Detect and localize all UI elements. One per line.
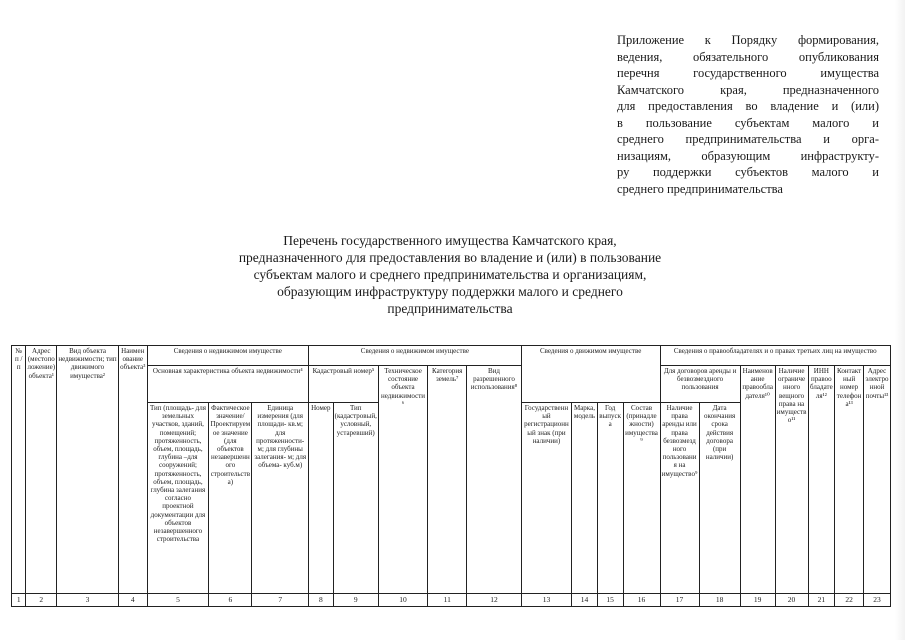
group-header-realty-char: Основная характеристика объекта недвижимости⁴ <box>147 366 308 403</box>
col-header-permitted-use: Вид разрешенного использования⁸ <box>467 366 522 594</box>
scan-edge-shadow <box>895 0 905 640</box>
column-number: 14 <box>572 593 598 606</box>
group-header-realty: Сведения о недвижимом имуществе <box>147 346 308 366</box>
title-line: предпринимательства <box>387 301 513 316</box>
col-header-address: Адрес (местоположение) объекта¹ <box>26 346 57 594</box>
group-header-movable: Сведения о движимом имуществе <box>521 346 660 403</box>
col-header-make-model: Марка, модель <box>572 403 598 594</box>
col-header-char-value: Фактическое значение/Проектируемое значение (для объектов незавершенного строительства) <box>209 403 252 594</box>
header-row <box>12 346 891 366</box>
col-header-number: № п / п <box>12 346 26 594</box>
column-number: 7 <box>252 593 309 606</box>
col-header-composition: Состав (принадлежности) имущества⁹ <box>623 403 660 594</box>
column-number: 4 <box>118 593 147 606</box>
title-line: субъектам малого и среднего предпринимательства и организациям, <box>253 267 647 282</box>
column-number: 18 <box>699 593 740 606</box>
column-number: 5 <box>147 593 209 606</box>
column-number: 16 <box>623 593 660 606</box>
col-header-cadastral-type: Тип (кадастровый, условный, устаревший) <box>333 403 378 594</box>
col-header-object-name: Наименование объекта³ <box>118 346 147 594</box>
column-number: 21 <box>808 593 835 606</box>
col-header-phone: Контактный номер телефона¹³ <box>835 366 864 594</box>
appendix-line: в пользование субъектам малого и <box>617 115 879 130</box>
col-header-inn: ИНН правообладателя¹² <box>808 366 835 594</box>
col-header-email: Адрес электронной почты¹³ <box>863 366 890 594</box>
appendix-line: Камчатского края, предназначенного <box>617 82 879 97</box>
column-number: 17 <box>660 593 699 606</box>
column-number: 9 <box>333 593 378 606</box>
col-header-year: Год выпуска <box>597 403 623 594</box>
document-title <box>190 232 710 317</box>
group-header-cadastral: Кадастровый номер⁵ <box>308 366 378 403</box>
title-line: Перечень государственного имущества Камчатского края, <box>283 233 617 248</box>
appendix-line: для предоставления во владение и (или) <box>617 99 879 113</box>
appendix-line: ру поддержки субъектов малого и <box>617 165 879 179</box>
col-header-holder-name: Наименование правообладателя¹⁰ <box>740 366 775 594</box>
column-number: 13 <box>521 593 571 606</box>
column-number: 20 <box>775 593 808 606</box>
col-header-contract-end: Дата окончания срока действия договора (при наличии) <box>699 403 740 594</box>
column-number: 11 <box>428 593 467 606</box>
column-number: 6 <box>209 593 252 606</box>
appendix-line: среднего предпринимательства и орга- <box>617 132 879 146</box>
group-header-holders: Сведения о правообладателях и о правах третьих лиц на имущество <box>660 346 890 366</box>
appendix-line: ведения, обязательного опубликования <box>617 49 879 64</box>
column-number: 23 <box>863 593 890 606</box>
column-number: 19 <box>740 593 775 606</box>
col-header-land-category: Категория земель⁷ <box>428 366 467 594</box>
column-number: 2 <box>26 593 57 606</box>
col-header-object-type: Вид объекта недвижимости; тип движимого имущества² <box>57 346 119 594</box>
title-line: предназначенного для предоставления во владение и (или) в пользование <box>238 250 662 265</box>
column-number-row <box>12 593 891 606</box>
title-line: образующим инфраструктуру поддержки малого и среднего <box>277 284 623 299</box>
col-header-tech-state: Техническое состояние объекта недвижимости⁶ <box>378 366 427 594</box>
col-header-limited-right: Наличие ограниченного вещного права на имущество¹¹ <box>775 366 808 594</box>
col-header-cadastral-number: Номер <box>308 403 333 594</box>
col-header-char-type: Тип (площадь- для земельных участков, зданий, помещений; протяженность, объем, площадь, глубина –для сооружений; протяженность, объем, площадь, глубина залегания согласно проектной документации для объектов незавершенного строительства <box>147 403 209 594</box>
column-number: 8 <box>308 593 333 606</box>
property-register-table <box>11 345 891 607</box>
column-number: 10 <box>378 593 427 606</box>
column-number: 12 <box>467 593 522 606</box>
appendix-line: Приложение к Порядку формирования, <box>617 33 879 47</box>
appendix-line: среднего предпринимательства <box>617 181 783 196</box>
col-header-lease-right: Наличие права аренды или права безвозмездного пользования на имущество⁹ <box>660 403 699 594</box>
group-header-contracts: Для договоров аренды и безвозмездного пользования <box>660 366 740 403</box>
group-header-realty-2: Сведения о недвижимом имуществе <box>308 346 521 366</box>
appendix-line: перечня государственного имущества <box>617 66 879 80</box>
col-header-reg-plate: Государственный регистрационный знак (при наличии) <box>521 403 571 594</box>
col-header-char-unit: Единица измерения (для площади- кв.м; для протяженности- м; для глубины залегания- м; для объема- куб.м) <box>252 403 309 594</box>
column-number: 3 <box>57 593 119 606</box>
appendix-line: низациям, образующим инфраструкту- <box>617 148 879 163</box>
column-number: 22 <box>835 593 864 606</box>
column-number: 1 <box>12 593 26 606</box>
appendix-note <box>617 32 879 197</box>
column-number: 15 <box>597 593 623 606</box>
